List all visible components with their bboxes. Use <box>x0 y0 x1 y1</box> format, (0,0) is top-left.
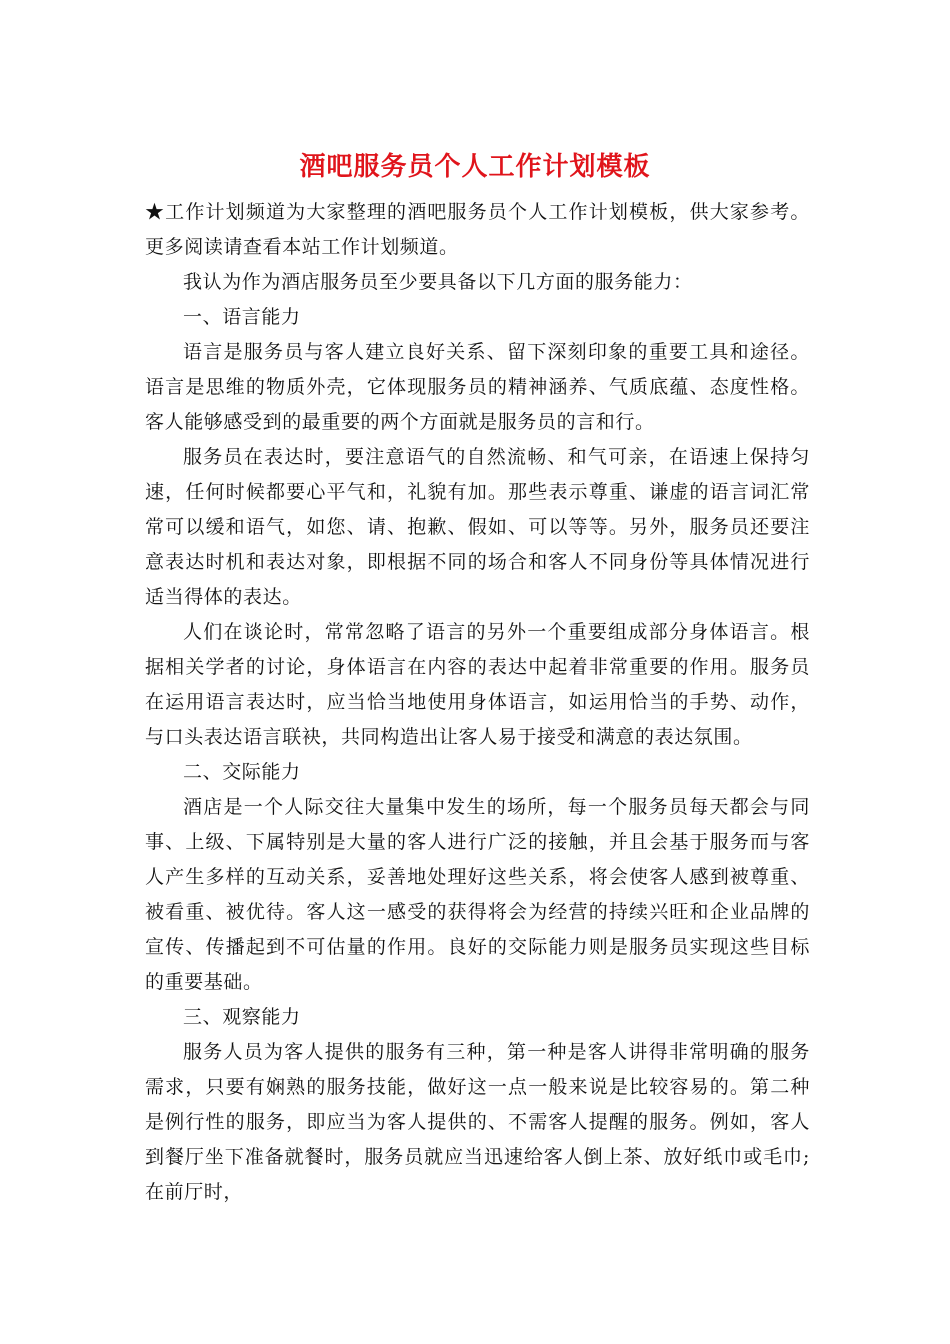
paragraph-3: 服务员在表达时，要注意语气的自然流畅、和气可亲，在语速上保持匀速，任何时候都要心平气和，礼貌有加。那些表示尊重、谦虚的语言词汇常常可以缓和语气，如您、请、抱歉、假如、可以等等。另外，服务员还要注意表达时机和表达对象，即根据不同的场合和客人不同身份等具体情况进行适当得体的表达。 <box>145 446 810 608</box>
paragraph-2: 语言是服务员与客人建立良好关系、留下深刻印象的重要工具和途径。语言是思维的物质外壳，它体现服务员的精神涵养、气质底蕴、态度性格。客人能够感受到的最重要的两个方面就是服务员的言和行。 <box>145 341 810 433</box>
section-heading-language: 一、语言能力 <box>183 306 301 328</box>
section-heading-social: 二、交际能力 <box>183 761 301 783</box>
paragraph-4: 人们在谈论时，常常忽略了语言的另外一个重要组成部分身体语言。根据相关学者的讨论，身体语言在内容的表达中起着非常重要的作用。服务员在运用语言表达时，应当恰当地使用身体语言，如运用恰当的手势、动作，与口头表达语言联袂，共同构造出让客人易于接受和满意的表达氛围。 <box>145 621 810 748</box>
intro-text: 工作计划频道为大家整理的酒吧服务员个人工作计划模板，供大家参考。更多阅读请查看本站工作计划频道。 <box>145 201 810 258</box>
intro-paragraph <box>145 195 810 265</box>
star-icon: ★ <box>145 201 166 223</box>
section-heading-observation: 三、观察能力 <box>183 1006 301 1028</box>
document-title: 酒吧服务员个人工作计划模板 <box>299 152 651 182</box>
paragraph-1: 我认为作为酒店服务员至少要具备以下几方面的服务能力： <box>183 271 693 293</box>
paragraph-6: 服务人员为客人提供的服务有三种，第一种是客人讲得非常明确的服务需求，只要有娴熟的服务技能，做好这一点一般来说是比较容易的。第二种是例行性的服务，即应当为客人提供的、不需客人提醒的服务。例如，客人到餐厅坐下准备就餐时，服务员就应当迅速给客人倒上茶、放好纸巾或毛巾;在前厅时， <box>145 1041 810 1203</box>
paragraph-5: 酒店是一个人际交往大量集中发生的场所，每一个服务员每天都会与同事、上级、下属特别是大量的客人进行广泛的接触，并且会基于服务而与客人产生多样的互动关系，妥善地处理好这些关系，将会使客人感到被尊重、被看重、被优待。客人这一感受的获得将会为经营的持续兴旺和企业品牌的宣传、传播起到不可估量的作用。良好的交际能力则是服务员实现这些目标的重要基础。 <box>145 796 810 993</box>
document-body <box>145 195 810 1210</box>
